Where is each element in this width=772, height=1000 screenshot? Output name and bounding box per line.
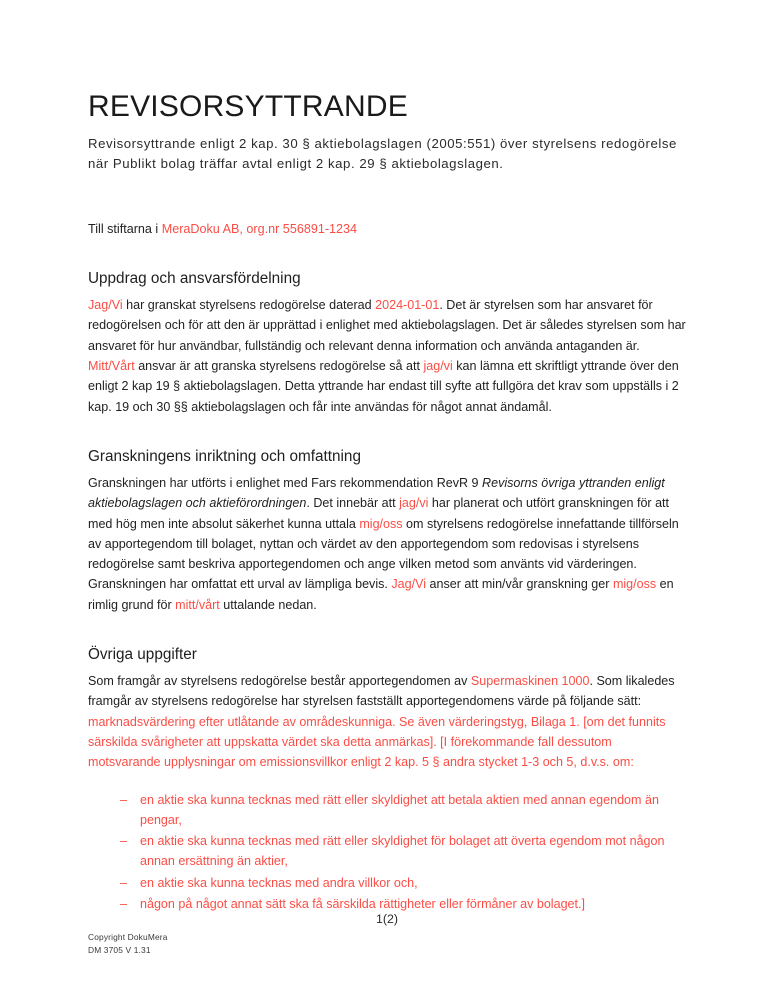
section-uppdrag-och-ansvarsfordelning: [88, 269, 686, 417]
editable-token-jag-vi: jag/vi: [399, 496, 429, 511]
paragraph-text: Som framgår av styrelsens redogörelse består apportegendomen av: [88, 673, 471, 688]
editable-token-varderingsmetod: marknadsvärdering efter utlåtande av områdeskunniga. Se även värderingstyg, Bilaga 1. [om det funnits särskilda svårigheter att uppskatta värdet ska detta anmärkas]. [I förekommande fall dessutom motsvarande upplysningar om emissionsvillkor enligt 2 kap. 5 § andra stycket 1-3 och 5, d.v.s. om:: [88, 714, 666, 770]
paragraph-text: ansvar är att granska styrelsens redogörelse så att: [134, 359, 424, 374]
editable-token-jag-vi: Jag/Vi: [88, 298, 123, 313]
list-item: [120, 873, 686, 893]
footer-meta: [88, 931, 168, 956]
editable-token-date: 2024-01-01: [375, 298, 440, 313]
paragraph-text: . Det är styrelsen som har ansvaret för redogörelsen och för att den är upprättad i enlighet med aktiebolagslagen. Det är således styrelsen som har ansvaret för hur användbar, fullständig och relevant denna information och använda antaganden är.: [88, 298, 686, 353]
section-paragraph: [88, 295, 686, 417]
bullet-dash-icon: –: [120, 875, 127, 890]
paragraph-text: . Det innebär att: [306, 496, 400, 511]
paragraph-text: . Som likaledes framgår av styrelsens redogörelse har styrelsen fastställt apportegendomens värde på följande sätt:: [88, 673, 675, 709]
editable-token-mig-oss: mig/oss: [359, 516, 403, 531]
list-item: [120, 831, 686, 872]
paragraph-text: uttalande nedan.: [219, 597, 317, 612]
list-item-text: någon på något annat sätt ska få särskilda rättigheter eller förmåner av bolaget.]: [140, 897, 585, 912]
recipient-label: Till stiftarna i: [88, 222, 162, 237]
recommendation-title: Revisorns övriga yttranden enligt aktiebolagslagen och aktieförordningen: [88, 475, 665, 511]
section-heading: Uppdrag och ansvarsfördelning: [88, 270, 301, 288]
paragraph-text: kan lämna ett skriftligt yttrande över den enligt 2 kap 19 § aktiebolagslagen. Detta yttrande har endast till syfte att fullgöra det krav som uppställs i 2 kap. 19 och 30 §§ aktiebolagslagen och får inte användas för något annat ändamål.: [88, 359, 679, 414]
section-heading: Övriga uppgifter: [88, 646, 197, 664]
page-number: 1(2): [375, 912, 399, 926]
paragraph-text: har granskat styrelsens redogörelse daterad: [122, 298, 376, 313]
paragraph-text: Granskningen har utförts i enlighet med Fars rekommendation RevR 9: [88, 475, 483, 490]
section-paragraph: [88, 473, 686, 615]
page-title: REVISORSYTTRANDE: [88, 90, 408, 123]
document-content: [88, 0, 686, 915]
editable-token-jag-vi: Jag/Vi: [391, 577, 427, 592]
editable-token-apportegendom: Supermaskinen 1000: [470, 673, 590, 688]
list-item: [120, 790, 686, 831]
editable-token-mitt-vart: Mitt/Vårt: [88, 359, 135, 374]
list-item-text: en aktie ska kunna tecknas med rätt eller skyldighet för bolaget att överta egendom mot någon annan ersättning än aktier,: [140, 834, 665, 869]
recipient-company: MeraDoku AB, org.nr 556891-1234: [161, 222, 358, 237]
section-paragraph: [88, 671, 686, 773]
conditions-list: [88, 790, 686, 915]
list-item-text: en aktie ska kunna tecknas med andra villkor och,: [140, 875, 418, 890]
recipient-line: [88, 220, 686, 239]
paragraph-text: en rimlig grund för: [88, 577, 674, 612]
editable-token-mig-oss: mig/oss: [612, 577, 657, 592]
document-subtitle: Revisorsyttrande enligt 2 kap. 30 § aktiebolagslagen (2005:551) över styrelsens redogörelse när Publikt bolag träffar avtal enligt 2 kap. 29 § aktiebolagslagen.: [88, 135, 677, 171]
paragraph-text: har planerat och utfört granskningen för att med hög men inte absolut säkerhet kunna uttala: [88, 496, 670, 531]
list-item-text: en aktie ska kunna tecknas med rätt eller skyldighet att betala aktien med annan egendom än pengar,: [140, 792, 659, 827]
footer-document-code: DM 3705 V 1.31: [88, 944, 151, 955]
editable-token-jag-vi: jag/vi: [423, 359, 453, 374]
bullet-dash-icon: –: [120, 834, 127, 849]
paragraph-text: om styrelsens redogörelse innefattande tillförseln av apportegendom till bolaget, nyttan och värdet av den apportegendom som redovisas i styrelsens redogörelse samt beskriva apportegendomen och ange vilken metod som använts vid värderingen. Granskningen har omfattat ett urval av lämpliga bevis.: [88, 516, 679, 592]
editable-token-mitt-vart: mitt/vårt: [175, 597, 220, 612]
footer-copyright: Copyright DokuMera: [88, 932, 168, 942]
paragraph-text: anser att min/vår granskning ger: [426, 577, 613, 592]
section-heading: Granskningens inriktning och omfattning: [88, 448, 361, 466]
section-granskningens-inriktning-och-omfattning: [88, 447, 686, 615]
section-ovriga-uppgifter: [88, 645, 686, 914]
bullet-dash-icon: –: [120, 897, 127, 912]
bullet-dash-icon: –: [120, 792, 127, 807]
page-footer: [88, 912, 686, 972]
